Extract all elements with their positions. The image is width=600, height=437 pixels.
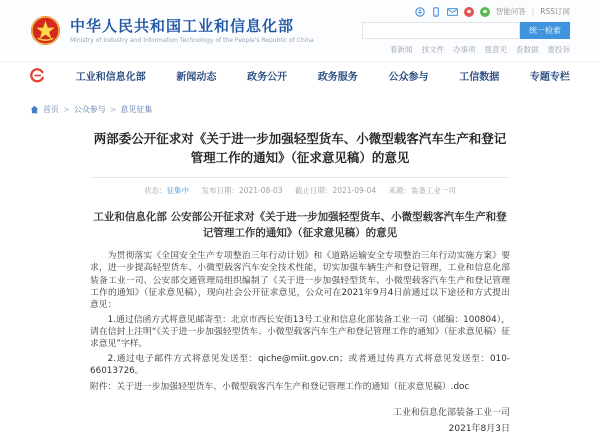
mobile-icon[interactable]: [431, 7, 441, 17]
accessibility-icon[interactable]: [415, 7, 425, 17]
hotword-services[interactable]: 办事项: [453, 45, 476, 54]
nav-item-industry-data[interactable]: 工信数据: [459, 71, 500, 83]
page-title: 两部委公开征求对《关于进一步加强轻型货车、小微型载客汽车生产和登记管理工作的通知》（征求意见稿）的意见: [93, 131, 507, 166]
hotword-documents[interactable]: 找文件: [421, 45, 444, 54]
status-label: 状态：: [144, 185, 167, 195]
hotword-complaints[interactable]: 要投诉: [547, 45, 570, 54]
article-body: [90, 250, 510, 392]
nav-item-public-participation[interactable]: 公众参与: [388, 71, 429, 83]
nav-item-special-topics[interactable]: 专题专栏: [529, 71, 570, 83]
breadcrumb-separator: >: [109, 105, 117, 114]
hotword-suggestions[interactable]: 提意见: [484, 45, 507, 54]
miit-logo-icon: [30, 68, 45, 83]
breadcrumb-opinion-collection[interactable]: 意见征集: [120, 105, 153, 114]
source-value: 装备工业一司: [410, 185, 456, 195]
site-title: 中华人民共和国工业和信息化部: [70, 17, 295, 35]
hotword-data[interactable]: 查数据: [516, 45, 539, 54]
title-divider: [90, 177, 510, 178]
nav-item-gov-info[interactable]: 政务公开: [247, 71, 288, 83]
home-icon[interactable]: [30, 105, 39, 114]
paragraph-intro: 为贯彻落实《全国安全生产专项整治三年行动计划》和《道路运输安全专项整治三年行动实施方案》要求，进一步提高轻型货车、小微型载客汽车安全技术性能，切实加强车辆生产和登记管理，工业和信息化部装备工业一司、公安部交通管理局组织编制了《关于进一步加强轻型货车、小微型载客汽车生产和登记管理工作的通知》（征求意见稿），现向社会公开征求意见，公众可在2021年9月4日前通过以下途径和方式提出意见：: [90, 251, 510, 310]
site-title-en: Ministry of Industry and Information Technology of the People's Republic of China: [70, 37, 314, 44]
breadcrumb-public-participation[interactable]: 公众参与: [73, 105, 106, 114]
smart-qa-link[interactable]: 智能问答: [495, 7, 526, 16]
search-button[interactable]: 统一检索: [520, 22, 570, 39]
article-subtitle: 工业和信息化部 公安部公开征求对《关于进一步加强轻型货车、小微型载客汽车生产和登记管理工作的通知》（征求意见稿）的意见: [93, 210, 507, 240]
paragraph-email-method: 2.通过电子邮件方式将意见发送至：qiche@miit.gov.cn；或者通过传真方式将意见发送至：010-66013726。: [90, 354, 510, 377]
source-label: 来源：: [388, 185, 411, 195]
status-value: 征集中: [166, 185, 190, 195]
nav-item-news[interactable]: 新闻动态: [176, 71, 217, 83]
wechat-icon[interactable]: [480, 7, 490, 17]
attachment-link[interactable]: 附件：关于进一步加强轻型货车、小微型载客汽车生产和登记管理工作的通知（征求意见稿）.doc: [90, 381, 470, 392]
publish-date-label: 发布日期：: [201, 185, 239, 195]
breadcrumb-home[interactable]: 首页: [43, 105, 59, 114]
breadcrumb: [30, 104, 570, 115]
mail-icon[interactable]: [447, 8, 458, 16]
rss-link[interactable]: RSS订阅: [540, 7, 570, 16]
deadline-label: 截止日期：: [294, 185, 333, 195]
hot-search-words: [390, 44, 570, 55]
publish-date-value: 2021-08-03: [238, 185, 283, 195]
quick-links-separator: |: [531, 7, 535, 16]
signature-org: 工业和信息化部装备工业一司: [392, 407, 510, 418]
paragraph-mail-method: 1.通过信函方式将意见邮寄至：北京市西长安街13号工业和信息化部装备工业一司（邮编：100804），请在信封上注明“《关于进一步加强轻型货车、小微型载客汽车生产和登记管理工作的通知》（征求意见稿）征求意见”字样。: [90, 314, 510, 350]
nav-item-ministry[interactable]: 工业和信息化部: [75, 71, 146, 83]
site-header: [0, 0, 600, 55]
site-brand[interactable]: [30, 4, 314, 55]
article-meta: [90, 185, 510, 196]
nav-item-gov-services[interactable]: 政务服务: [317, 71, 358, 83]
hotword-news[interactable]: 看新闻: [390, 45, 413, 54]
article: [90, 129, 510, 437]
national-emblem-icon: [30, 15, 61, 46]
signature-date: 2021年8月3日: [448, 423, 510, 434]
search-input[interactable]: [362, 22, 520, 39]
main-nav: [0, 61, 600, 88]
signature-block: [90, 405, 510, 437]
deadline-value: 2021-09-04: [332, 185, 377, 195]
weibo-icon[interactable]: [464, 7, 474, 17]
breadcrumb-separator: >: [63, 105, 70, 114]
